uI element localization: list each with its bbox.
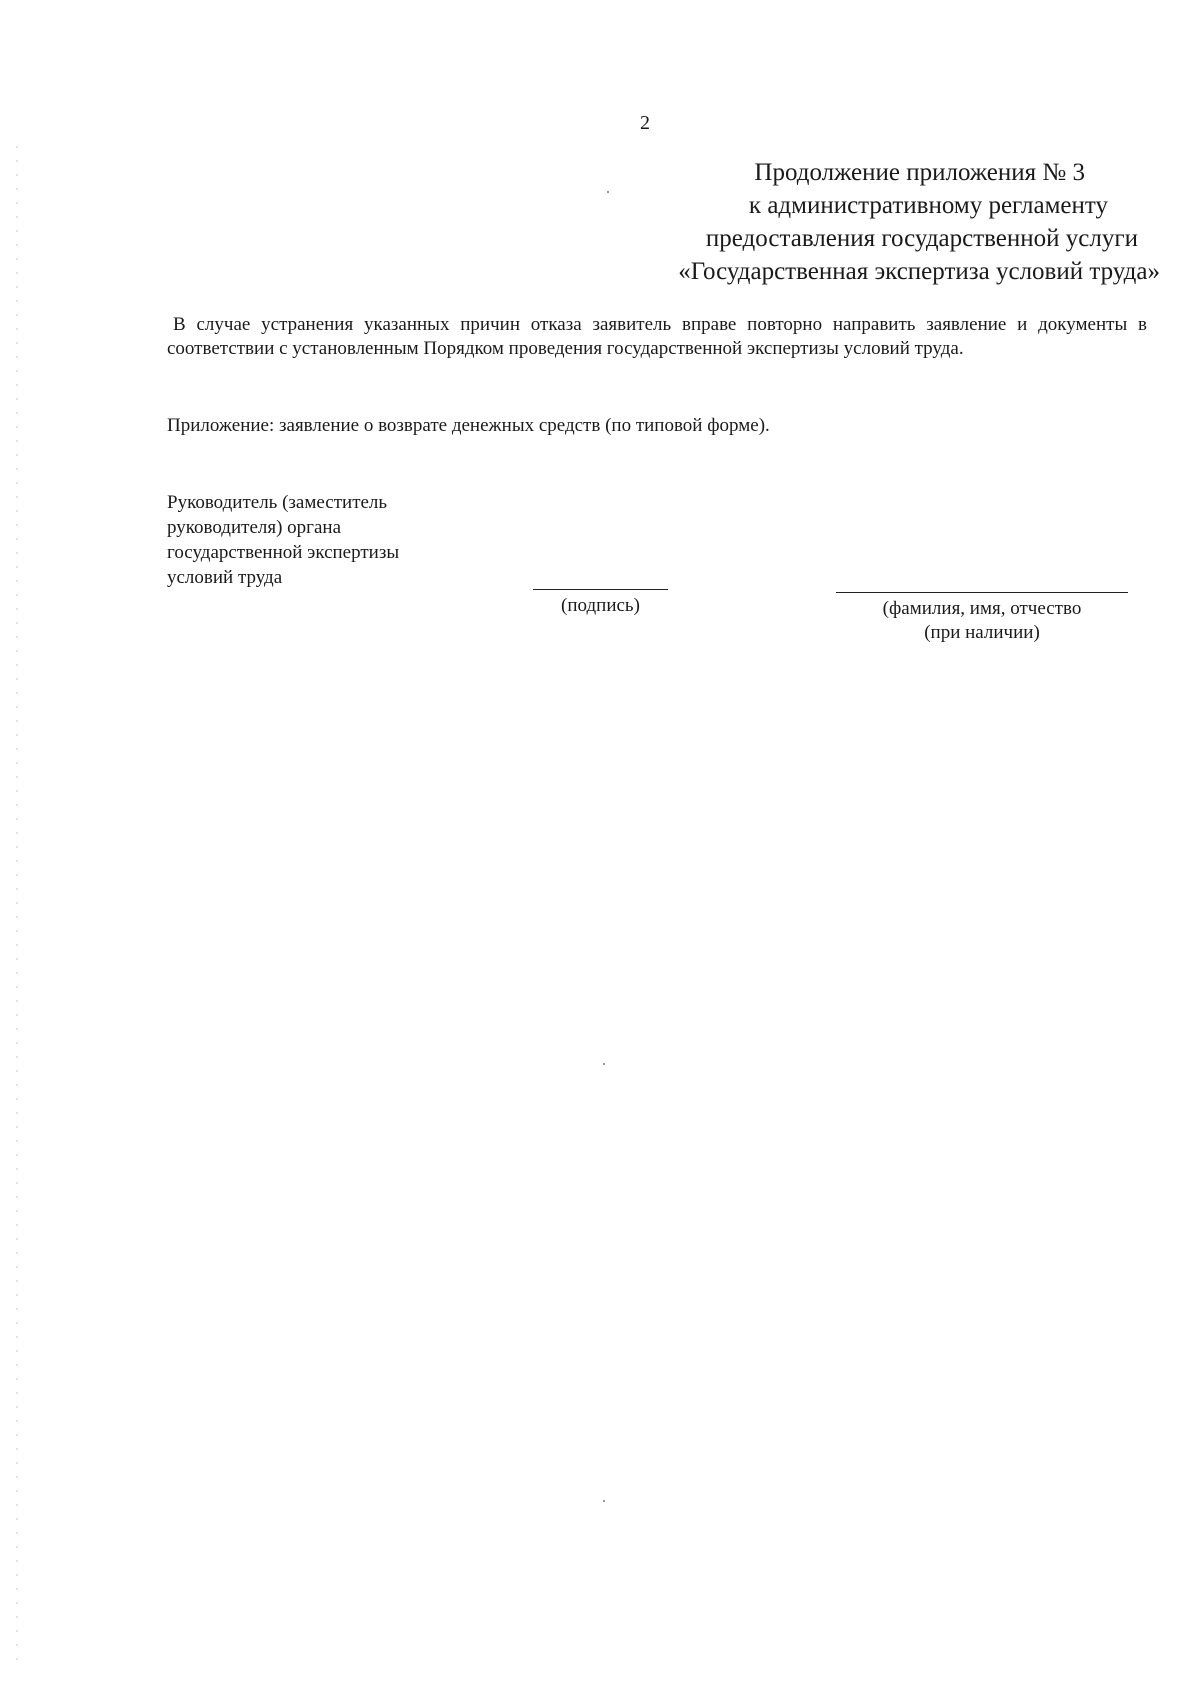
scan-margin-artifact xyxy=(16,140,18,1660)
full-name-line xyxy=(836,592,1128,593)
signer-title-line: руководителя) органа xyxy=(167,517,342,538)
signer-title-line: государственной экспертизы xyxy=(167,542,400,563)
header-line: Продолжение приложения № 3 xyxy=(754,159,1085,186)
appendix-header xyxy=(560,156,1160,288)
scan-speck xyxy=(603,1500,605,1502)
signature-line xyxy=(533,589,668,590)
header-line: к административному регламенту xyxy=(748,192,1108,219)
signer-title-line: условий труда xyxy=(167,567,283,588)
body-paragraph: В случае устранения указанных причин отказа заявитель вправе повторно направить заявление и документы в соответствии с установленным Порядком проведения государственной экспертизы условий труда. xyxy=(167,314,1147,359)
page-number: 2 xyxy=(640,112,650,134)
full-name-caption-line: (фамилия, имя, отчество xyxy=(882,598,1082,619)
full-name-caption xyxy=(836,597,1128,645)
attachment-note: Приложение: заявление о возврате денежных средств (по типовой форме). xyxy=(167,415,770,436)
signature-caption: (подпись) xyxy=(561,595,640,616)
header-line: предоставления государственной услуги xyxy=(705,225,1138,252)
header-line: «Государственная экспертиза условий труда» xyxy=(678,258,1160,285)
full-name-caption-line: (при наличии) xyxy=(924,622,1040,643)
scan-speck xyxy=(603,1063,605,1065)
signer-title-line: Руководитель (заместитель xyxy=(167,492,388,513)
signer-title xyxy=(167,490,399,590)
